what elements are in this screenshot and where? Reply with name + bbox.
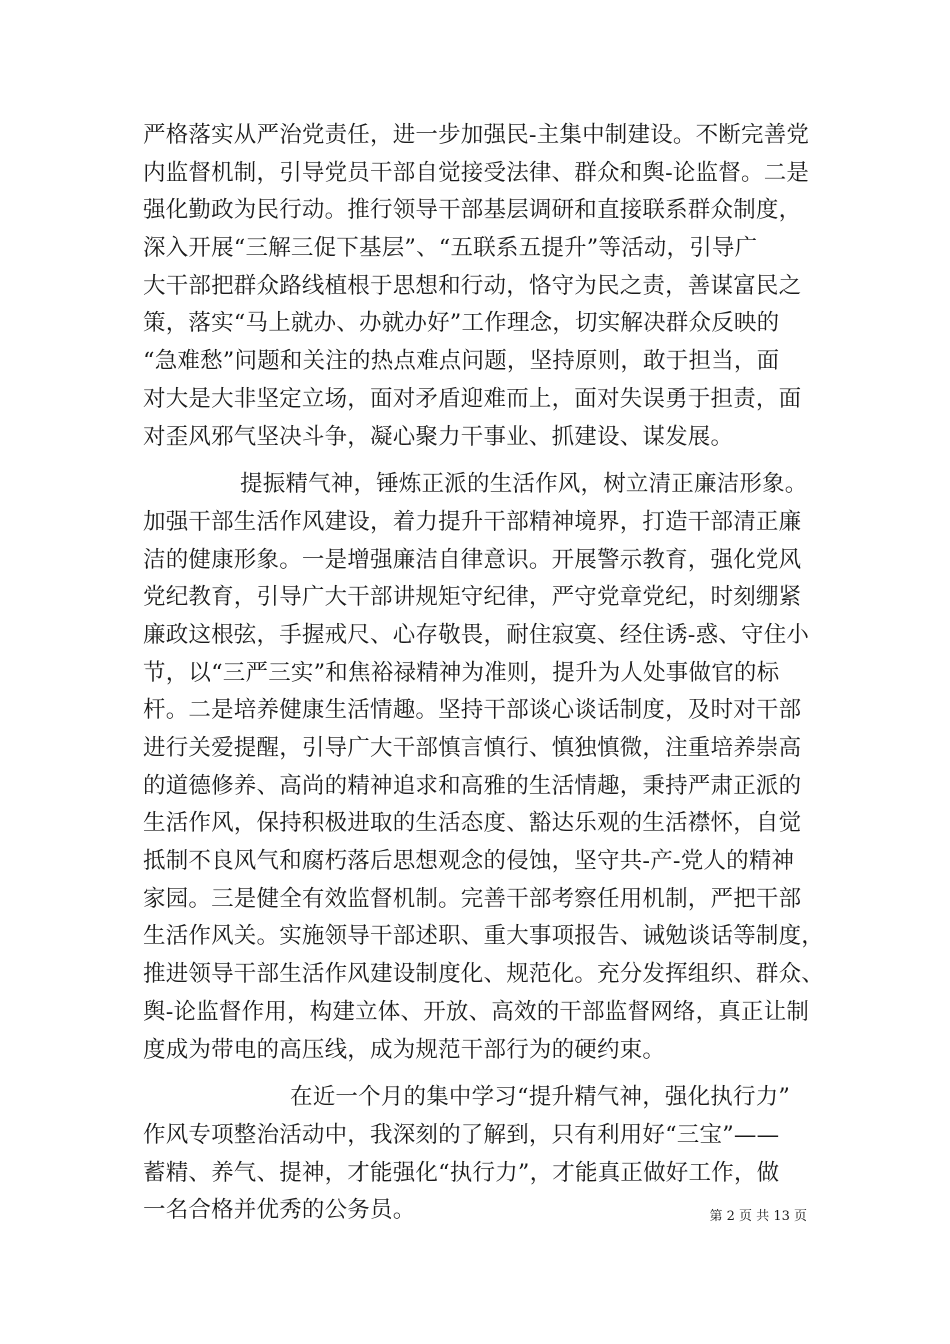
body-text [143, 117, 833, 1230]
text-line: 的道德修养、高尚的精神追求和高雅的生活情趣，秉持严肃正派的 [143, 772, 802, 799]
text-line: 蓄精、养气、提神，才能强化“执行力”，才能真正做好工作，做 [143, 1159, 780, 1186]
text-line: 生活作风关。实施领导干部述职、重大事项报告、诫勉谈话等制度， [143, 923, 825, 950]
text-line: 舆-论监督作用，构建立体、开放、高效的干部监督网络，真正让制 [143, 998, 810, 1025]
paragraph-gap [143, 456, 833, 466]
text-line: 内监督机制，引导党员干部自觉接受法律、群众和舆-论监督。二是 [143, 159, 810, 186]
text-line: 党纪教育，引导广大干部讲规矩守纪律，严守党章党纪，时刻绷紧 [143, 584, 802, 611]
text-line: 度成为带电的高压线，成为规范干部行为的硬约束。 [143, 1036, 666, 1063]
text-line: 推进领导干部生活作风建设制度化、规范化。充分发挥组织、群众、 [143, 961, 825, 988]
text-line: 大干部把群众路线植根于思想和行动，恪守为民之责，善谋富民之 [143, 272, 802, 299]
text-line: 抵制不良风气和腐朽落后思想观念的侵蚀，坚守共-产-党人的精神 [143, 848, 795, 875]
text-line: 节，以“三严三实”和焦裕禄精神为准则，提升为人处事做官的标 [143, 659, 780, 686]
text-line: 廉政这根弦，手握戒尺、心存敬畏，耐住寂寞、经住诱-惑、守住小 [143, 621, 810, 648]
paragraph-gap [143, 1069, 833, 1079]
text-line: 作风专项整治活动中，我深刻的了解到，只有利用好“三宝”—— [143, 1121, 780, 1148]
text-line: 策，落实“马上就办、办就办好”工作理念，切实解决群众反映的 [143, 310, 780, 337]
text-line: 家园。三是健全有效监督机制。完善干部考察任用机制，严把干部 [143, 885, 802, 912]
text-line: 深入开展“三解三促下基层”、“五联系五提升”等活动，引导广 [143, 235, 758, 262]
text-line: 生活作风，保持积极进取的生活态度、豁达乐观的生活襟怀，自觉 [143, 810, 802, 837]
text-line: 加强干部生活作风建设，着力提升干部精神境界，打造干部清正廉 [143, 508, 802, 535]
text-line: 在近一个月的集中学习“提升精气神，强化执行力” [290, 1084, 791, 1111]
text-line: 一名合格并优秀的公务员。 [143, 1197, 416, 1224]
text-line: 强化勤政为民行动。推行领导干部基层调研和直接联系群众制度， [143, 197, 802, 224]
text-line: “急难愁”问题和关注的热点难点问题，坚持原则，敢于担当，面 [143, 348, 780, 375]
text-line: 洁的健康形象。一是增强廉洁自律意识。开展警示教育，强化党风 [143, 546, 802, 573]
text-line: 杆。二是培养健康生活情趣。坚持干部谈心谈话制度，及时对干部 [143, 697, 802, 724]
text-line: 对大是大非坚定立场，面对矛盾迎难而上，面对失误勇于担责，面 [143, 385, 802, 412]
text-line: 提振精气神，锤炼正派的生活作风，树立清正廉洁形象。 [240, 471, 808, 498]
text-line: 严格落实从严治党责任，进一步加强民-主集中制建设。不断完善党 [143, 122, 810, 148]
text-line: 进行关爱提醒，引导广大干部慎言慎行、慎独慎微，注重培养崇高 [143, 735, 802, 761]
text-line: 对歪风邪气坚决斗争，凝心聚力干事业、抓建设、谋发展。 [143, 423, 734, 450]
page-number: 第 2 页 共 13 页 [709, 1209, 807, 1224]
